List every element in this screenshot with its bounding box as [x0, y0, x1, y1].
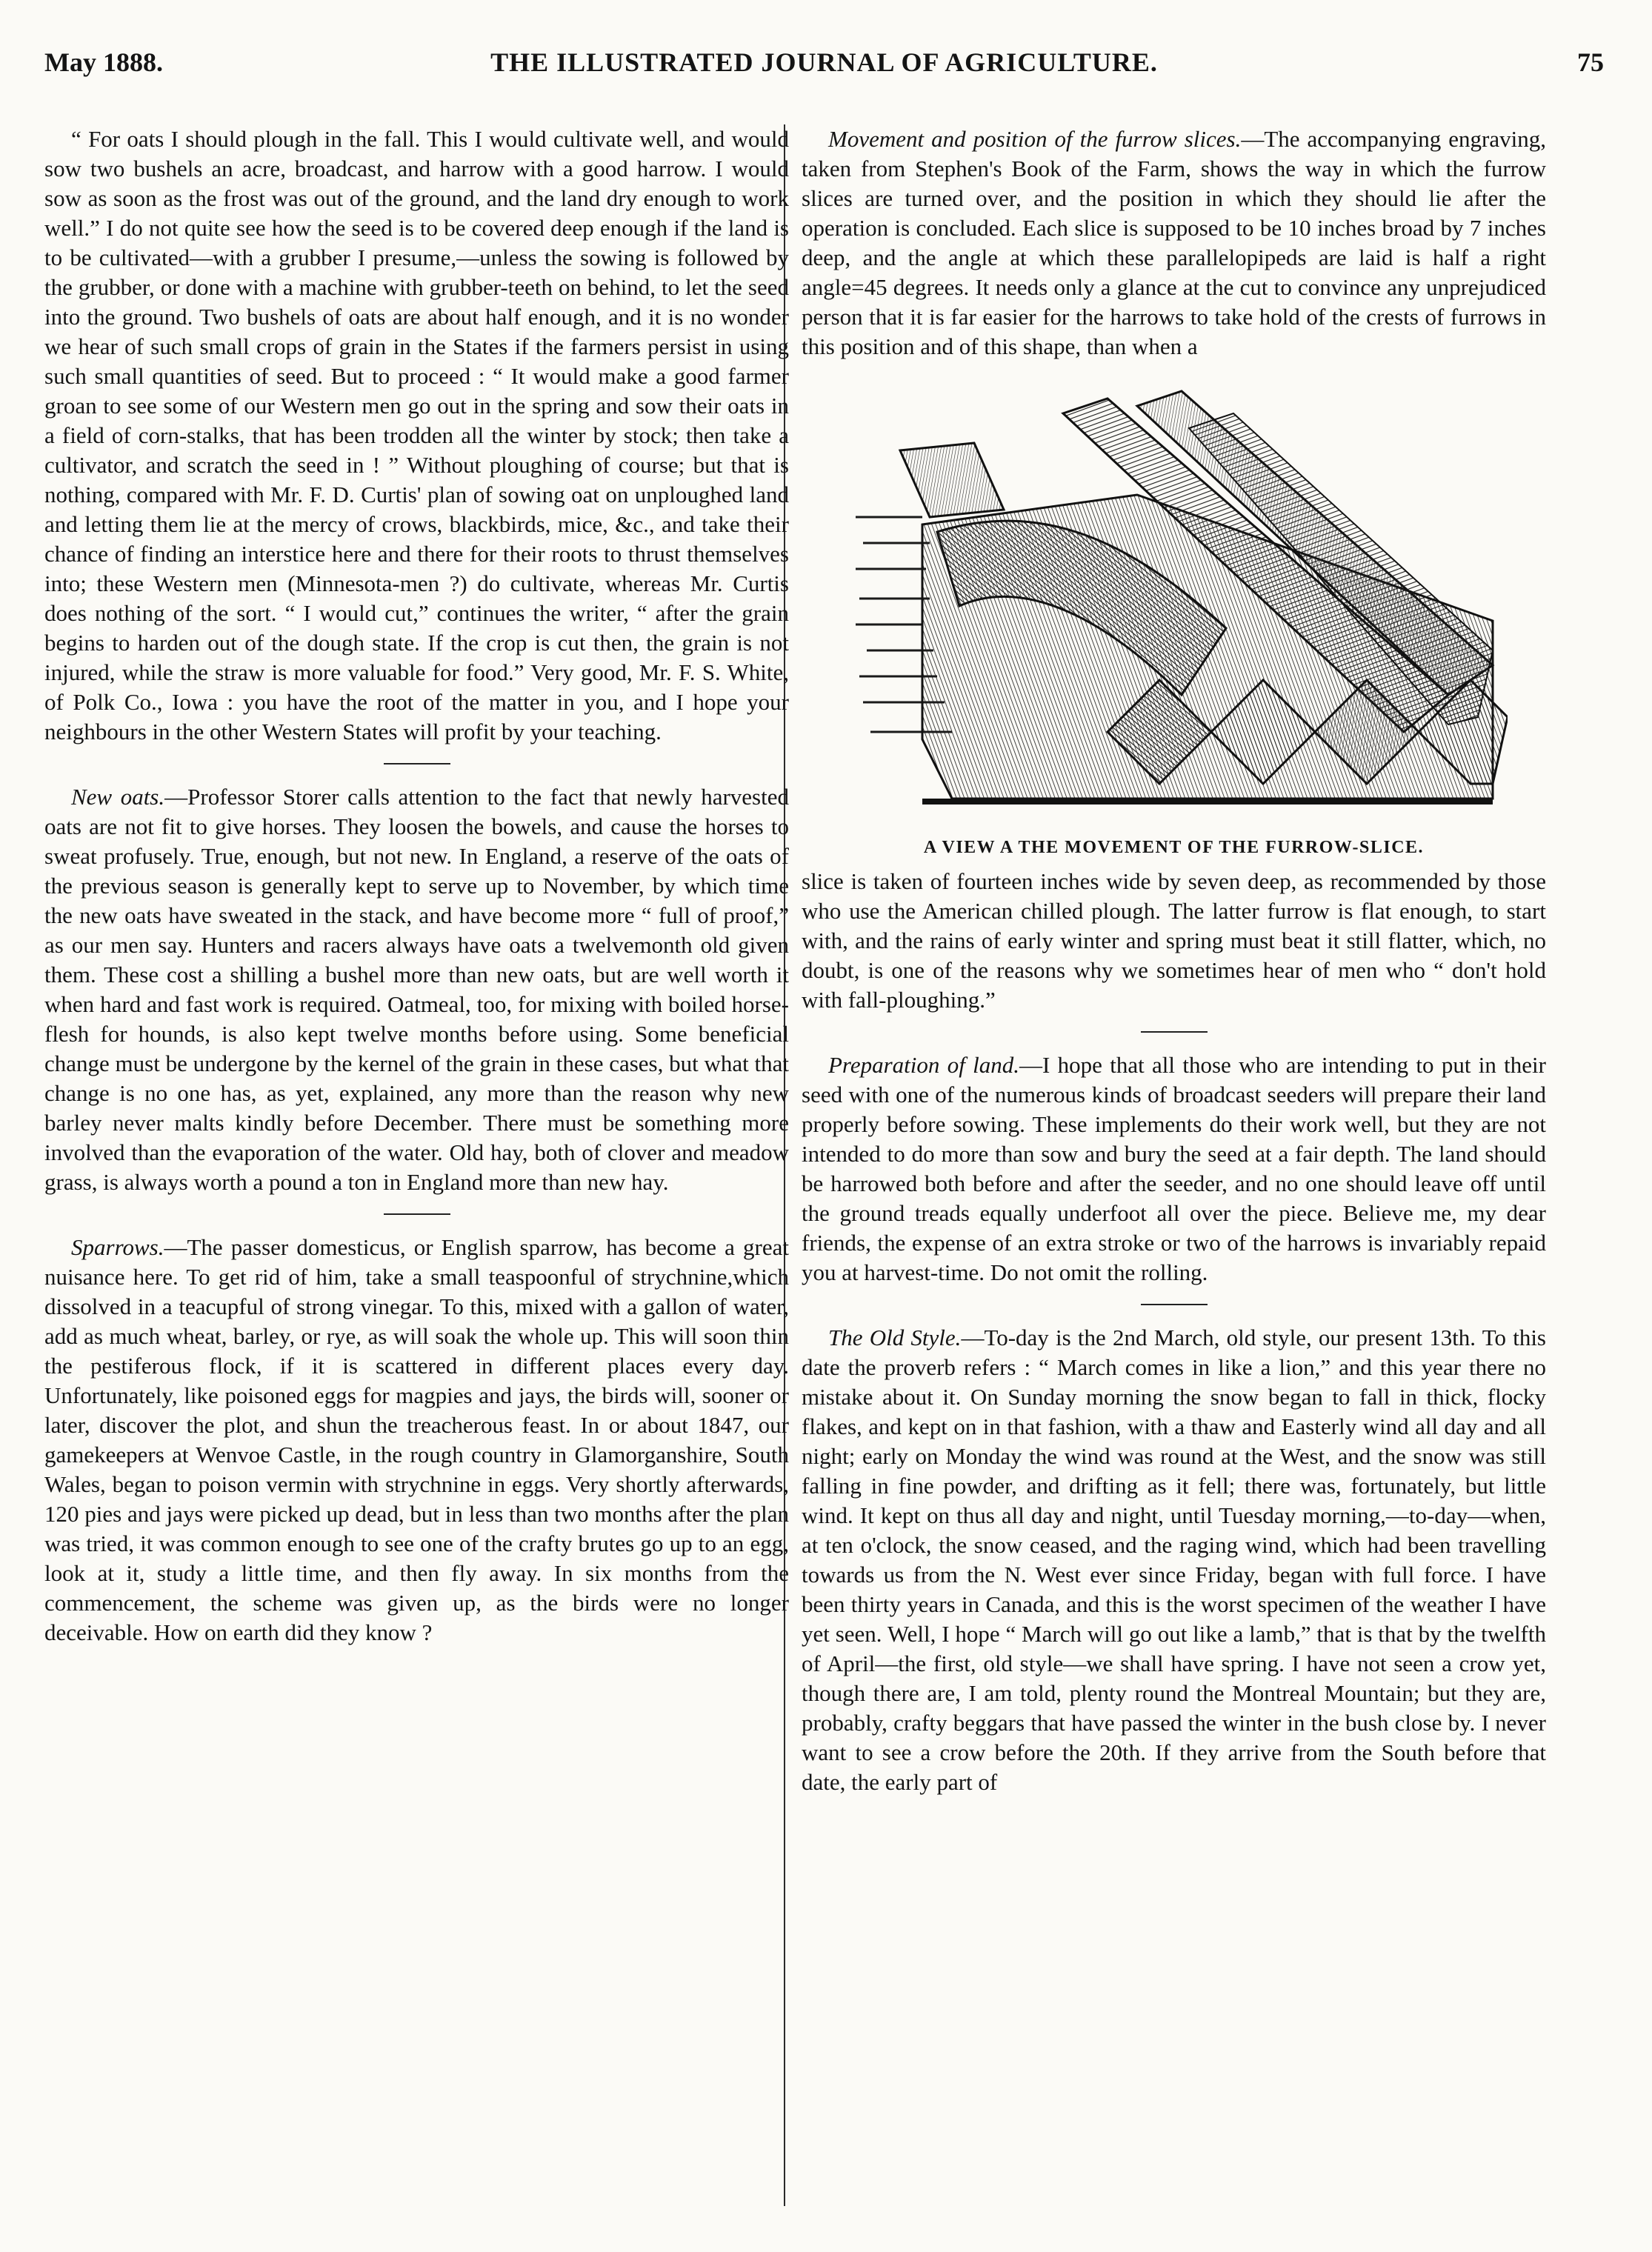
new-oats-paragraph [44, 782, 789, 1197]
furrow-slice-engraving [802, 384, 1546, 859]
figure-caption: A VIEW A THE MOVEMENT OF THE FURROW-SLICE. [923, 838, 1425, 857]
section-divider [384, 763, 450, 764]
new-oats-text: —Professor Storer calls attention to the fact that newly harvested oats are not fit to give horses. They loosen the bowels, and cause the horses to sweat profusely. True, enough, but not new. In England, a reserve of the oats of the previous season is generally kept to serve up to November, by which time the new oats have sweated in the stack, and have become more “ full of proof,” as our men say. Hunters and racers always have oats a twelvemonth old given them. These cost a shilling a bushel more than new oats, but are well worth it when hard and fast work is required. Oatmeal, too, for mixing with boiled horse-flesh for hounds, is also kept twelve months before using. Some beneficial change must be undergone by the kernel of the grain in these cases, but what that change is no one has, as yet, explained, any more than the reason why new barley never malts kindly before December. There must be something more involved than the evaporation of the water. Old hay, both of clover and meadow grass, is always worth a pound a ton in England more than new hay. [44, 784, 789, 1195]
new-oats-heading: New oats. [71, 784, 165, 810]
sparrows-heading: Sparrows. [71, 1234, 164, 1260]
section-divider [384, 1213, 450, 1215]
section-divider [1141, 1031, 1208, 1033]
old-style-text: —To-day is the 2nd March, old style, our present 13th. To this date the proverb refers : “ March comes in like a lion,” and this year there no mistake about it. On Sunday morning the snow began to fall in thick, flocky flakes, and kept on in that fashion, with a thaw and Easterly wind all day and all night; early on Monday the wind was round at the West, and the snow was still falling in fine powder, and drifting as it fell; there was, fortunately, but little wind. It kept on thus all day and night, until Tuesday morning,—to-day—when, at ten o'clock, the snow ceased, and the raging wind, which had been travelling towards us from the N. West ever since Friday, began with full force. I have been thirty years in Canada, and this is the worst specimen of the weather I have yet seen. Well, I hope “ March will go out like a lamb,” that is that by the twelfth of April—the first, old style—we shall have spring. I have not seen a crow yet, though there are, I am told, plenty round the Montreal Mountain; but they are, probably, crafty beggars that have passed the winter in the bush close by. I never want to see a crow before the 20th. If they arrive from the South before that date, the early part of [802, 1325, 1546, 1795]
furrow-continued: slice is taken of fourteen inches wide by seven deep, as recommended by those who use the American chilled plough. The latter furrow is flat enough, to start with, and the rains of early winter and spring must beat it still flatter, which, no doubt, is one of the reasons why we sometimes hear of men who “ don't hold with fall-ploughing.” [802, 868, 1546, 1013]
issue-date: May 1888. [44, 47, 163, 77]
furrow-slice-illustration [841, 384, 1508, 828]
furrow-text: —The accompanying engraving, taken from Stephen's Book of the Farm, shows the way in which the furrow slices are turned over, and the position in which they should lie after the operation is concluded. Each slice is supposed to be 10 inches broad by 7 inches deep, and the angle at which these parallelopipeds are laid is half a right angle=45 degrees. It needs only a glance at the cut to convince any unprejudiced person that it is far easier for the harrows to take hold of the crests of furrows in this position and of this shape, than when a [802, 126, 1546, 359]
oats-paragraph: “ For oats I should plough in the fall. This I would cultivate well, and would sow two bushels an acre, broadcast, and harrow with a good harrow. I would sow as soon as the frost was out of the ground, and the land dry enough to work well.” I do not quite see how the seed is to be covered deep enough if the land is to be cultivated—with a grubber I presume,—unless the sowing is followed by the grubber, or done with a machine with grubber-teeth on behind, to let the seed into the ground. Two bushels of oats are about half enough, and it is no wonder we hear of such small crops of grain in the States if the farmers persist in using such small quantities of seed. But to proceed : “ It would make a good farmer groan to see some of our Western men go out in the spring and sow their oats in a field of corn-stalks, that has been trodden all the winter by stock; then take a cultivator, and scratch the seed in ! ” Without ploughing of course; but that is nothing, compared with Mr. F. D. Curtis' plan of sowing oat on unploughed land and letting them lie at the mercy of crows, blackbirds, mice, &c., and take their chance of finding an interstice here and there for their roots to thrust themselves into; these Western men (Minnesota-men ?) do cultivate, whereas Mr. Curtis does nothing of the sort. “ I would cut,” continues the writer, “ after the grain begins to harden out of the dough state. If the crop is cut then, the grain is not injured, while the straw is more valuable for food.” Very good, Mr. F. S. White, of Polk Co., Iowa : you have the root of the matter in you, and I hope your neighbours in the other Western States will profit by your teaching. [44, 126, 789, 744]
section-divider [1141, 1304, 1208, 1305]
journal-title: THE ILLUSTRATED JOURNAL OF AGRICULTURE. [490, 47, 1158, 77]
sparrows-paragraph [44, 1233, 789, 1648]
preparation-text: —I hope that all those who are intending to put in their seed with one of the numerous kinds of broadcast seeders will prepare their land properly before sowing. These implements do their work well, but they are not intended to do more than sow and bury the seed at a fair depth. The land should be harrowed both before and after the seeder, and no one should leave off until the ground treads equally underfoot all over the piece. Believe me, my dear friends, the expense of an extra stroke or two of the harrows is invariably repaid you at harvest-time. Do not omit the rolling. [802, 1052, 1546, 1285]
preparation-heading: Preparation of land. [828, 1052, 1020, 1078]
right-column [802, 124, 1546, 1797]
old-style-heading: The Old Style. [828, 1325, 962, 1350]
sparrows-text: —The passer domesticus, or English sparrow, has become a great nuisance here. To get rid of him, take a small teaspoonful of strychnine,which dissolved in a teacupful of strong vinegar. To this, mixed with a gallon of water, add as much wheat, barley, or rye, as will soak the whole up. This will soon thin the pestiferous flock, if it is scattered in different places every day. Unfortunately, like poisoned eggs for magpies and jays, the birds will, sooner or later, discover the plot, and shun the treacherous feast. In or about 1847, our gamekeepers at Wenvoe Castle, in the rough country in Glamorganshire, South Wales, began to poison vermin with strychnine in eggs. Very shortly afterwards, 120 pies and jays were picked up dead, but in less than two months after the plan was tried, it was common enough to see one of the crafty brutes go up to an egg, look at it, study a little time, and then fly away. In six months from the commencement, the scheme was given up, as the birds were no longer deceivable. How on earth did they know ? [44, 1234, 789, 1645]
page-number: 75 [1577, 47, 1604, 77]
left-column [44, 124, 789, 1648]
furrow-paragraph [802, 124, 1546, 362]
old-style-paragraph [802, 1323, 1546, 1797]
preparation-paragraph [802, 1050, 1546, 1287]
furrow-heading: Movement and position of the furrow slices. [828, 126, 1242, 152]
running-header [30, 46, 1619, 90]
